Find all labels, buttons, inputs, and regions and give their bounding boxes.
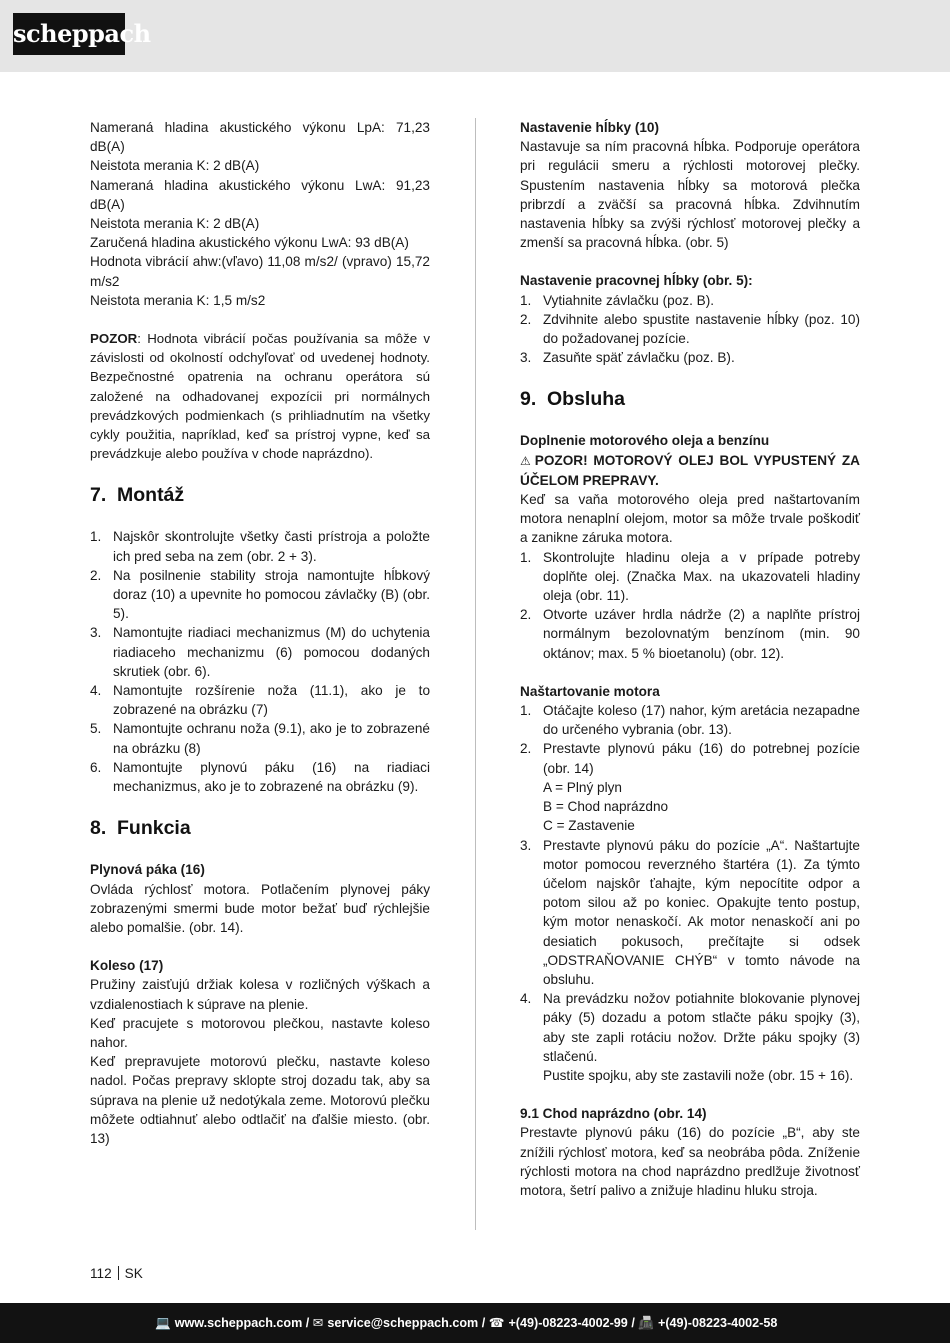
subheading-olej: Doplnenie motorového oleja a benzínu bbox=[520, 433, 770, 449]
list-item: 1. Najskôr skontrolujte všetky časti prístroja a položte ich pred seba na zem (obr. 2 + 3). bbox=[90, 529, 430, 564]
warning-text: POZOR! MOTOROVÝ OLEJ BOL VYPUSTENÝ ZA ÚČELOM PREPRAVY. bbox=[520, 452, 860, 488]
page-number-value: 112 bbox=[90, 1266, 112, 1281]
computer-icon: 💻 bbox=[155, 1316, 171, 1330]
fax-icon: 📠 bbox=[638, 1316, 654, 1330]
pozor-text: : Hodnota vibrácií počas používania sa môže v závislosti od okolností odchyľovať od uvedenej hodnoty. Bezpečnostné opatrenia na ochranu operátora sú založené na odhadovanej expozícii pri normálnych prevádzkových podmienkach (s prihliadnutím na všetky cykly použitia, napríklad, keď sa prístroj vypne, keď sa prevádzkuje alebo používa v chode naprázdno). bbox=[90, 331, 430, 462]
list-item: 4. Namontujte rozšírenie noža (11.1), ako je to zobrazené na obrázku (7) bbox=[90, 683, 430, 718]
spec-line: Nameraná hladina akustického výkonu LpA: 71,23 dB(A) bbox=[90, 120, 430, 155]
fax-number: +(49)-08223-4002-58 bbox=[658, 1316, 778, 1330]
list-item: 2. Prestavte plynovú páku (16) do potrebnej pozície (obr. 14) A = Plný plyn B = Chod naprázdno C = Zastavenie bbox=[520, 739, 860, 835]
list-item: 2. Otvorte uzáver hrdla nádrže (2) a naplňte prístroj normálnym bezolovnatým benzínom (min. 90 oktánov; max. 5 % bioetanolu) (obr. 12). bbox=[520, 607, 860, 661]
plynova-paka-text: Ovláda rýchlosť motora. Potlačením plynovej páky zobrazenými smermi bude motor bežať buď rýchlejšie alebo pomalšie. (obr. 14). bbox=[90, 881, 430, 935]
subheading-koleso: Koleso (17) bbox=[90, 958, 164, 974]
spec-line: Neistota merania K: 2 dB(A) bbox=[90, 158, 260, 174]
list-item: 3. Zasuňte späť závlačku (poz. B). bbox=[520, 350, 735, 366]
pozor-label: POZOR bbox=[90, 331, 138, 347]
language-code: SK bbox=[124, 1266, 143, 1281]
section-title: Montáž bbox=[117, 484, 185, 507]
nastartovanie-list bbox=[520, 701, 860, 1085]
spec-line: Neistota merania K: 2 dB(A) bbox=[90, 216, 260, 232]
page-number bbox=[90, 1266, 143, 1281]
section-number: 8. bbox=[90, 817, 107, 840]
column-divider bbox=[475, 118, 476, 1230]
throttle-position: B = Chod naprázdno bbox=[543, 799, 669, 815]
subheading-nastartovanie: Naštartovanie motora bbox=[520, 683, 660, 699]
warning-icon: ⚠ bbox=[520, 453, 531, 468]
section-title: Funkcia bbox=[117, 817, 191, 840]
section-heading-obsluha bbox=[520, 386, 860, 412]
contact-line bbox=[155, 1315, 777, 1331]
pracovna-hlbka-list bbox=[520, 291, 860, 368]
hlbka-text: Nastavuje sa ním pracovná hĺbka. Podporuje operátora pri regulácii smeru a rýchlosti motorovej plečky. Spustením nastavenia hĺbky sa motorová plečka pribrzdí a zväčší sa pracovná hĺbka. Zdvihnutím nastavenia hĺbky sa zvýši rýchlosť motorovej plečky a zmenší sa pracovná hĺbka. (obr. 5) bbox=[520, 139, 860, 251]
phone-number: +(49)-08223-4002-99 / bbox=[508, 1316, 635, 1330]
list-item: 1. Otáčajte koleso (17) nahor, kým aretácia nezapadne do určeného vybrania (obr. 13). bbox=[520, 703, 860, 738]
mail-icon: ✉ bbox=[312, 1316, 324, 1330]
list-item: 1. Vytiahnite závlačku (poz. B). bbox=[520, 292, 715, 308]
header-bar bbox=[0, 0, 950, 72]
section-number: 9. bbox=[520, 388, 537, 411]
spec-line: Neistota merania K: 1,5 m/s2 bbox=[90, 292, 266, 308]
list-item: 1. Skontrolujte hladinu oleja a v prípade potreby doplňte olej. (Značka Max. na ukazovateli hladiny oleja (obr. 11). bbox=[520, 549, 860, 604]
section-heading-funkcia bbox=[90, 815, 430, 841]
koleso-text: Keď prepravujete motorovú plečku, nastavte koleso nadol. Počas prepravy sklopte stroj dozadu tak, aby sa súprava na plenie už nedotýkala zeme. Motorovú plečku môžete odtiahnuť alebo odtlačiť na ďalšie miesto. (obr. 13) bbox=[90, 1054, 430, 1146]
montaz-list bbox=[90, 527, 430, 796]
pozor-paragraph bbox=[90, 329, 430, 463]
footer-bar bbox=[0, 1303, 950, 1343]
chod-naprazdno-text: Prestavte plynovú páku (16) do pozície „B“, aby ste znížili rýchlosť motora, keď sa neobrába pôda. Zníženie rýchlosti motora na chod naprázdno predlžuje životnosť motora, šetrí palivo a znižuje hladinu hluku stroja. bbox=[520, 1125, 860, 1198]
koleso-text: Pružiny zaisťujú držiak kolesa v rozličných výškach a vzdialenostiach k súprave na plenie. bbox=[90, 977, 430, 1012]
website-link[interactable]: www.scheppach.com / bbox=[174, 1316, 310, 1330]
list-item: 2. Na posilnenie stability stroja namontujte hĺbkový doraz (10) a upevnite ho pomocou závlačky (B) (obr. 5). bbox=[90, 567, 430, 622]
list-item: 6. Namontujte plynovú páku (16) na riadiaci mechanizmus, ako je to zobrazené na obrázku (9). bbox=[90, 759, 430, 795]
olej-text: Keď sa vaňa motorového oleja pred naštartovaním motora nenaplní olejom, motor sa môže trvale poškodiť a zanikne záruka motora. bbox=[520, 492, 860, 546]
list-item: 2. Zdvihnite alebo spustite nastavenie hĺbky (poz. 10) do požadovanej pozície. bbox=[520, 311, 860, 347]
list-item: 3. Namontujte riadiaci mechanizmus (M) do uchytenia riadiaceho mechanizmu (6) pomocou dodaných skrutiek (obr. 6). bbox=[90, 625, 430, 679]
subheading-pracovna-hlbka: Nastavenie pracovnej hĺbky (obr. 5): bbox=[520, 273, 753, 289]
spec-line: Nameraná hladina akustického výkonu LwA: 91,23 dB(A) bbox=[90, 177, 430, 212]
list-item: 5. Namontujte ochranu noža (9.1), ako je to zobrazené na obrázku (8) bbox=[90, 721, 430, 756]
right-column bbox=[520, 118, 860, 1200]
phone-icon: ☎ bbox=[488, 1316, 505, 1330]
section-title: Obsluha bbox=[547, 388, 626, 411]
subheading-plynova-paka: Plynová páka (16) bbox=[90, 862, 205, 878]
olej-list bbox=[520, 548, 860, 663]
spec-line: Hodnota vibrácií ahw:(vľavo) 11,08 m/s2/ (vpravo) 15,72 m/s2 bbox=[90, 254, 430, 289]
list-item: 4. Na prevádzku nožov potiahnite blokovanie plynovej páky (5) dozadu a potom stlačte páku spojky (3), aby ste zapli rotáciu nožov. Držte páku spojky (3) stlačenú. Pustite spojku, aby ste zastavili nože (obr. 15 + 16). bbox=[520, 989, 860, 1085]
spec-line: Zaručená hladina akustického výkonu LwA: 93 dB(A) bbox=[90, 235, 409, 251]
section-number: 7. bbox=[90, 484, 107, 507]
throttle-position: A = Plný plyn bbox=[543, 779, 622, 795]
subheading-hlbka: Nastavenie hĺbky (10) bbox=[520, 120, 660, 135]
specs-block bbox=[90, 118, 430, 310]
warning-paragraph bbox=[520, 451, 860, 490]
list-item-note: Pustite spojku, aby ste zastavili nože (obr. 15 + 16). bbox=[543, 1067, 854, 1083]
left-column bbox=[90, 118, 430, 1148]
subheading-chod-naprazdno: 9.1 Chod naprázdno (obr. 14) bbox=[520, 1106, 707, 1122]
koleso-text: Keď pracujete s motorovou plečkou, nastavte koleso nahor. bbox=[90, 1015, 430, 1050]
throttle-position: C = Zastavenie bbox=[543, 818, 635, 834]
list-item: 3. Prestavte plynovú páku do pozície „A“. Naštartujte motor pomocou reverzného štartéra (1). Za týmto účelom najskôr ťahajte, kým nepocítite odpor a potom silou až po koniec. Opakujte tento postup, kým motor nenaskočí. Ak motor nenaskočí ani po desiatich pokusoch, prečítajte si odsek „ODSTRAŇOVANIE CHÝB“ v tomto návode na obsluhu. bbox=[520, 837, 860, 987]
section-heading-montaz bbox=[90, 482, 430, 508]
scheppach-logo: scheppach bbox=[13, 13, 125, 55]
page-separator bbox=[118, 1266, 119, 1280]
email-link[interactable]: service@scheppach.com / bbox=[327, 1316, 486, 1330]
